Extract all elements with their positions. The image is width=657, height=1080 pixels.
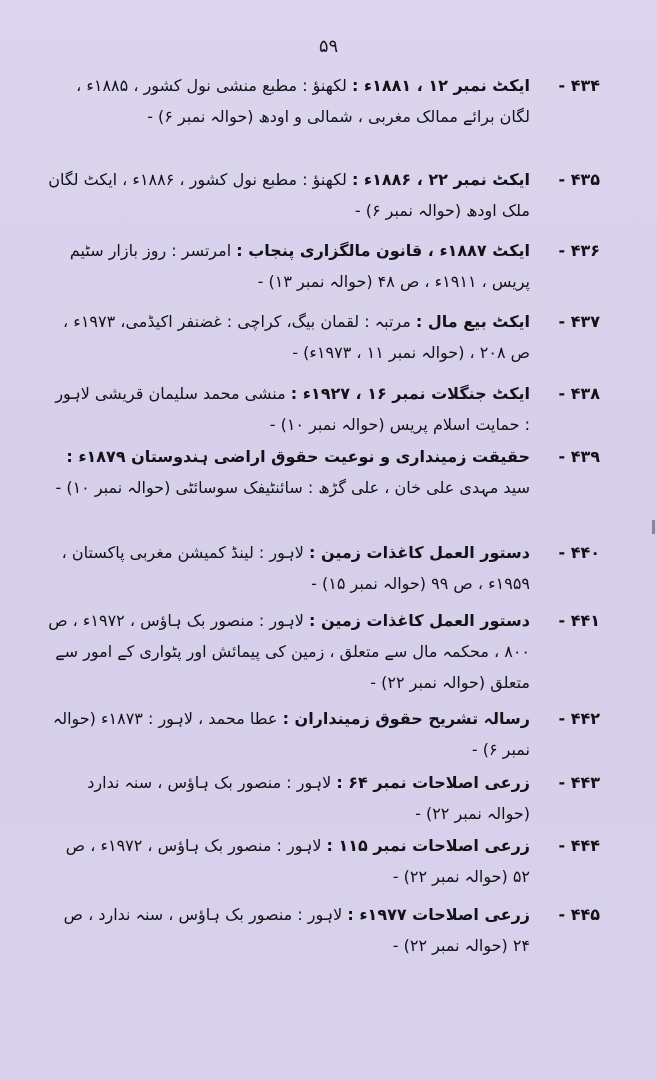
entry-title: دستور العمل کاغذات زمین :	[308, 543, 530, 562]
entry-number: ۴۴۴ -	[558, 836, 600, 855]
entry-body: مرتبہ : لقمان بیگ، کراچی : غضنفر اکیڈمی، ۱۹۷۳ء ، ص ۲۰۸ ، (حوالہ نمبر ۱۱ ، ۱۹۷۳ء) -	[63, 312, 530, 362]
entry-body: لاہور : لینڈ کمیشن مغربی پاکستان ، ۱۹۵۹ء ، ص ۹۹ (حوالہ نمبر ۱۵) -	[61, 543, 530, 593]
entry-title: ایکٹ ۱۸۸۷ء ، قانون مالگزاری پنجاب :	[236, 241, 530, 260]
entry-body: عطا محمد ، لاہور : ۱۸۷۳ء (حوالہ نمبر ۶) -	[52, 709, 530, 759]
entry-title: حقیقت زمینداری و نوعیت حقوق اراضی ہندوستان ۱۸۷۹ء :	[66, 447, 530, 466]
entry-title: زرعی اصلاحات نمبر ۱۱۵ :	[326, 836, 530, 855]
entry-title: ایکٹ بیع مال :	[415, 312, 530, 331]
entry-number: ۴۴۳ -	[558, 773, 600, 792]
entry-body: امرتسر : روز بازار سٹیم پریس ، ۱۹۱۱ء ، ص ۴۸ (حوالہ نمبر ۱۳) -	[69, 241, 530, 291]
entry-body: لاہور : منصور بک ہاؤس ، سنہ ندارد (حوالہ نمبر ۲۲) -	[87, 773, 530, 823]
entry-number: ۴۳۶ -	[558, 241, 600, 260]
list-item	[48, 378, 600, 441]
list-item	[48, 899, 600, 967]
entry-number: ۴۳۵ -	[558, 170, 600, 189]
list-item	[48, 703, 600, 767]
entry-title: دستور العمل کاغذات زمین :	[308, 611, 530, 630]
page-edge-mark	[652, 520, 655, 534]
entry-number: ۴۴۱ -	[558, 611, 600, 630]
entry-number: ۴۴۲ -	[558, 709, 600, 728]
entry-title: ایکٹ نمبر ۱۲ ، ۱۸۸۱ء :	[351, 76, 530, 95]
list-item	[48, 306, 600, 378]
entry-title: ایکٹ نمبر ۲۲ ، ۱۸۸۶ء :	[351, 170, 530, 189]
entry-title: زرعی اصلاحات ۱۹۷۷ء :	[347, 905, 530, 924]
list-item	[48, 441, 600, 537]
entry-number: ۴۳۸ -	[558, 384, 600, 403]
bibliography-list	[48, 70, 600, 967]
page-number: ۵۹	[318, 36, 339, 57]
entry-number: ۴۴۰ -	[558, 543, 600, 562]
entry-number: ۴۳۴ -	[558, 76, 600, 95]
entry-body: لکھنؤ : مطبع نول کشور ، ۱۸۸۶ء ، ایکٹ لگان ملک اودھ (حوالہ نمبر ۶) -	[48, 170, 530, 220]
entry-body: منشی محمد سلیمان قریشی لاہور : حمایت اسلام پریس (حوالہ نمبر ۱۰) -	[55, 384, 530, 434]
entry-number: ۴۳۹ -	[558, 447, 600, 466]
entry-number: ۴۳۷ -	[558, 312, 600, 331]
list-item	[48, 235, 600, 306]
entry-body: سید مہدی علی خان ، علی گڑھ : سائنٹیفک سوسائٹی (حوالہ نمبر ۱۰) -	[55, 478, 530, 497]
entry-body: لاہور : منصور بک ہاؤس ، سنہ ندارد ، ص ۲۴ (حوالہ نمبر ۲۲) -	[63, 905, 530, 955]
entry-body: لاہور : منصور بک ہاؤس ، ۱۹۷۲ء ، ص ۸۰۰ ، محکمہ مال سے متعلق ، زمین کی پیمائش اور پٹواری کے امور سے متعلق (حوالہ نمبر ۲۲) -	[48, 611, 530, 692]
list-item	[48, 70, 600, 164]
entry-title: رسالہ تشریح حقوق زمینداران :	[282, 709, 530, 728]
list-item	[48, 605, 600, 703]
entry-title: زرعی اصلاحات نمبر ۶۴ :	[336, 773, 530, 792]
list-item	[48, 830, 600, 899]
entry-number: ۴۴۵ -	[558, 905, 600, 924]
list-item	[48, 164, 600, 235]
entry-body: لکھنؤ : مطبع منشی نول کشور ، ۱۸۸۵ء ، لگان برائے ممالک مغربی ، شمالی و اودھ (حوالہ نمبر ۶) -	[76, 76, 530, 126]
entry-title: ایکٹ جنگلات نمبر ۱۶ ، ۱۹۲۷ء :	[290, 384, 530, 403]
list-item	[48, 537, 600, 605]
entry-body: لاہور : منصور بک ہاؤس ، ۱۹۷۲ء ، ص ۵۲ (حوالہ نمبر ۲۲) -	[65, 836, 530, 886]
list-item	[48, 767, 600, 830]
